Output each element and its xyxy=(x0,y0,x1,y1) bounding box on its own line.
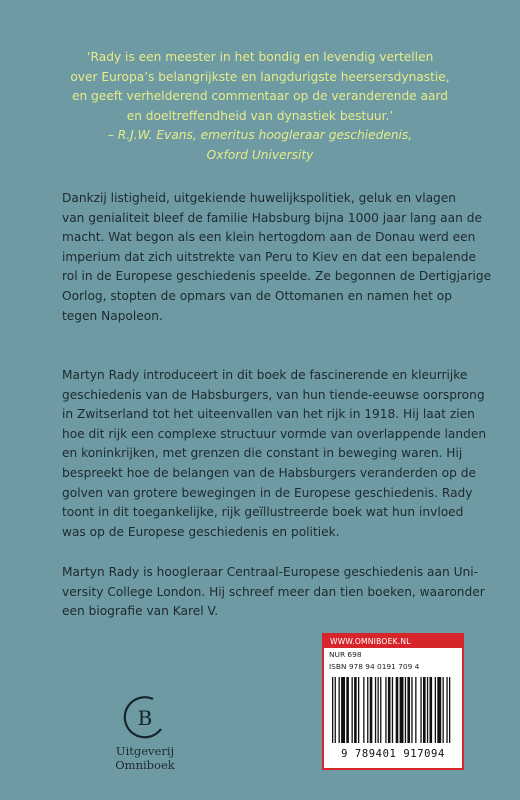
barcode-bar xyxy=(332,677,333,743)
barcode-bar xyxy=(420,677,421,743)
barcode-bar xyxy=(380,677,381,743)
text-line: toont in dit toegankelijke, rijk geïllustreerde boek wat hun invloed xyxy=(62,505,464,520)
text-line: Martyn Rady introduceert in dit boek de fascinerende en kleurrijke xyxy=(62,368,468,382)
quote-line: en doeltreffendheid van dynastiek bestuur.’ xyxy=(126,108,394,123)
barcode-bar xyxy=(339,677,340,743)
text-line: geschiedenis van de Habsburgers, van hun tiende-eeuwse oorsprong xyxy=(62,387,485,402)
barcode-bar xyxy=(430,677,433,743)
barcode-bar xyxy=(346,677,349,743)
text-line: golven van grotere bewegingen in de Europese geschiedenis. Rady xyxy=(62,485,473,500)
quote-line: over Europa’s belangrijkste en langdurigste heersersdynastie, xyxy=(70,69,450,84)
publisher-logo xyxy=(90,693,200,772)
text-line: Martyn Rady is hoogleraar Centraal-Europese geschiedenis aan Uni- xyxy=(62,565,479,579)
review-quote xyxy=(60,48,460,165)
text-line: was op de Europese geschiedenis en politiek. xyxy=(62,524,340,539)
barcode-bar xyxy=(405,677,406,743)
barcode-bar xyxy=(437,677,441,743)
barcode-bar xyxy=(385,677,386,743)
barcode-bar xyxy=(415,677,416,743)
nur-code: NUR 698 xyxy=(329,650,362,659)
text-line: in Zwitserland tot het uiteenvallen van het rijk in 1918. Hij laat zien xyxy=(62,407,475,422)
barcode-bar xyxy=(370,677,373,743)
quote-line: ‘Rady is een meester in het bondig en levendig vertellen xyxy=(86,50,434,64)
barcode-bar xyxy=(352,677,353,743)
barcode-bar xyxy=(427,677,428,743)
isbn-number: ISBN 978 94 0191 709 4 xyxy=(329,662,420,671)
barcode-bar xyxy=(446,677,447,743)
barcode-bar xyxy=(407,677,410,743)
barcode-bar xyxy=(400,677,404,743)
barcode-bar xyxy=(335,677,336,743)
publisher-name: Uitgeverij Omniboek xyxy=(115,744,175,772)
text-line: Oorlog, stopten de opmars van de Ottomanen en namen het op xyxy=(62,288,452,303)
barcode-bar xyxy=(423,677,426,743)
barcode-bar xyxy=(435,677,436,743)
text-line: Dankzij listigheid, uitgekiende huwelijkspolitiek, geluk en vlagen xyxy=(62,191,457,205)
text-line: tegen Napoleon. xyxy=(62,308,163,323)
svg-text:B: B xyxy=(137,706,153,730)
quote-line: en geeft verhelderend commentaar op de veranderende aard xyxy=(71,89,449,103)
barcode-bar xyxy=(449,677,450,743)
quote-author-affiliation: Oxford University xyxy=(206,147,314,162)
omniboek-circle-b-logo-icon xyxy=(123,693,167,741)
barcode-bar xyxy=(396,677,399,743)
text-line: hoe dit rijk een complexe structuur vormde van overlappende landen xyxy=(62,426,487,441)
barcode-bar xyxy=(378,677,379,743)
barcode-bar xyxy=(375,677,376,743)
barcode-bar xyxy=(367,677,368,743)
barcode-bar xyxy=(341,677,345,743)
barcode-digits: 9 789401 917094 xyxy=(341,748,445,760)
barcode-bar xyxy=(388,677,391,743)
barcode-bar xyxy=(392,677,393,743)
author-bio-paragraph xyxy=(62,563,485,622)
text-line: een biografie van Karel V. xyxy=(62,604,219,619)
text-line: versity College London. Hij schreef meer dan tien boeken, waaronder xyxy=(62,584,485,599)
isbn-barcode-label xyxy=(322,633,464,770)
barcode-bar xyxy=(354,677,357,743)
text-line: en koninkrijken, met grenzen die constant in beweging waren. Hij xyxy=(62,446,463,461)
barcode-bar xyxy=(443,677,444,743)
text-line: van genialiteit bleef de familie Habsburg bijna 1000 jaar lang aan de xyxy=(62,210,482,225)
barcode-graphic xyxy=(330,677,458,745)
text-line: imperium dat zich uitstrekte van Peru to Kiev en dat een bepalende xyxy=(62,249,476,264)
quote-author: – R.J.W. Evans, emeritus hoogleraar geschiedenis, xyxy=(107,128,413,142)
text-line: rol in de Europese geschiedenis speelde. Ze begonnen de Dertigjarige xyxy=(62,269,492,284)
barcode-bar xyxy=(411,677,412,743)
text-line: bespreekt hoe de belangen van de Habsburgers veranderden op de xyxy=(62,465,476,480)
barcode-bar xyxy=(358,677,359,743)
barcode-bar xyxy=(363,677,364,743)
publisher-url: WWW.OMNIBOEK.NL xyxy=(324,635,462,648)
description-paragraph-1 xyxy=(62,189,492,326)
text-line: macht. Wat begon als een klein hertogdom aan de Donau werd een xyxy=(62,230,476,245)
description-paragraph-2 xyxy=(62,366,487,542)
